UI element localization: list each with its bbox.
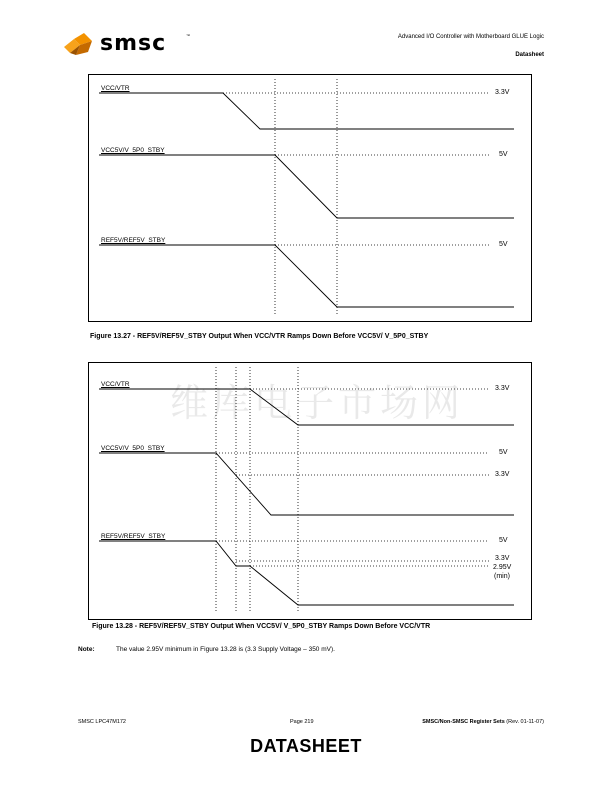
level-label-5v-2b: 5V <box>499 537 508 544</box>
footer-product: SMSC LPC47M172 <box>78 719 126 725</box>
timing-waveforms-2 <box>89 363 531 619</box>
signal-label-ref5v: REF5V/REF5V_STBY <box>101 237 166 244</box>
signal-label-vcc5v: VCC5V/V_5P0_STBY <box>101 147 165 154</box>
datasheet-banner: DATASHEET <box>250 736 362 756</box>
level-label-3v3: 3.3V <box>495 89 510 96</box>
level-label-3v3-2b: 3.3V <box>495 471 510 478</box>
figure-13-27-timing-diagram <box>88 74 532 322</box>
figure-13-28-caption: Figure 13.28 - REF5V/REF5V_STBY Output When VCC5V/ V_5P0_STBY Ramps Down Before VCC/VTR <box>92 623 431 630</box>
level-label-5v-b: 5V <box>499 241 508 248</box>
vcc5v-waveform-2 <box>99 453 514 515</box>
smsc-logo <box>62 30 222 58</box>
figure-13-28-timing-diagram <box>88 362 532 620</box>
signal-label-vcc5v-2: VCC5V/V_5P0_STBY <box>101 445 165 452</box>
signal-label-vcc-vtr-2: VCC/VTR <box>101 381 130 388</box>
level-label-3v3-2a: 3.3V <box>495 385 510 392</box>
level-label-5v-2a: 5V <box>499 449 508 456</box>
footer-revision: (Rev. 01-11-07) <box>504 719 544 725</box>
note-text: The value 2.95V minimum in Figure 13.28 is (3.3 Supply Voltage – 350 mV). <box>116 646 335 653</box>
level-label-3v3-2c: 3.3V <box>495 555 510 562</box>
timing-waveforms-1 <box>89 75 531 321</box>
level-label-2v95: 2.95V <box>493 564 512 571</box>
vcc-vtr-waveform-2 <box>99 389 514 425</box>
footer-section-name: SMSC/Non-SMSC Register Sets <box>422 719 505 725</box>
vcc5v-waveform <box>99 155 514 218</box>
document-title: Advanced I/O Controller with Motherboard GLUE Logic <box>397 34 544 40</box>
level-label-min: (min) <box>494 573 510 580</box>
logo-wordmark: smsc <box>100 31 167 56</box>
vcc-vtr-waveform <box>99 93 514 129</box>
footer-page-number: Page 219 <box>290 719 314 725</box>
figure-13-27-caption: Figure 13.27 - REF5V/REF5V_STBY Output When VCC/VTR Ramps Down Before VCC5V/ V_5P0_STBY <box>90 333 429 340</box>
signal-label-vcc-vtr: VCC/VTR <box>101 85 130 92</box>
ref5v-waveform <box>99 245 514 307</box>
ref5v-waveform-2 <box>99 541 514 605</box>
note-label: Note: <box>78 646 95 653</box>
level-label-5v-a: 5V <box>499 151 508 158</box>
watermark: 维库电子市场网 <box>170 381 465 425</box>
trademark-mark: ™ <box>186 33 190 38</box>
document-type: Datasheet <box>515 52 544 58</box>
footer-section <box>422 719 544 725</box>
signal-label-ref5v-2: REF5V/REF5V_STBY <box>101 533 166 540</box>
